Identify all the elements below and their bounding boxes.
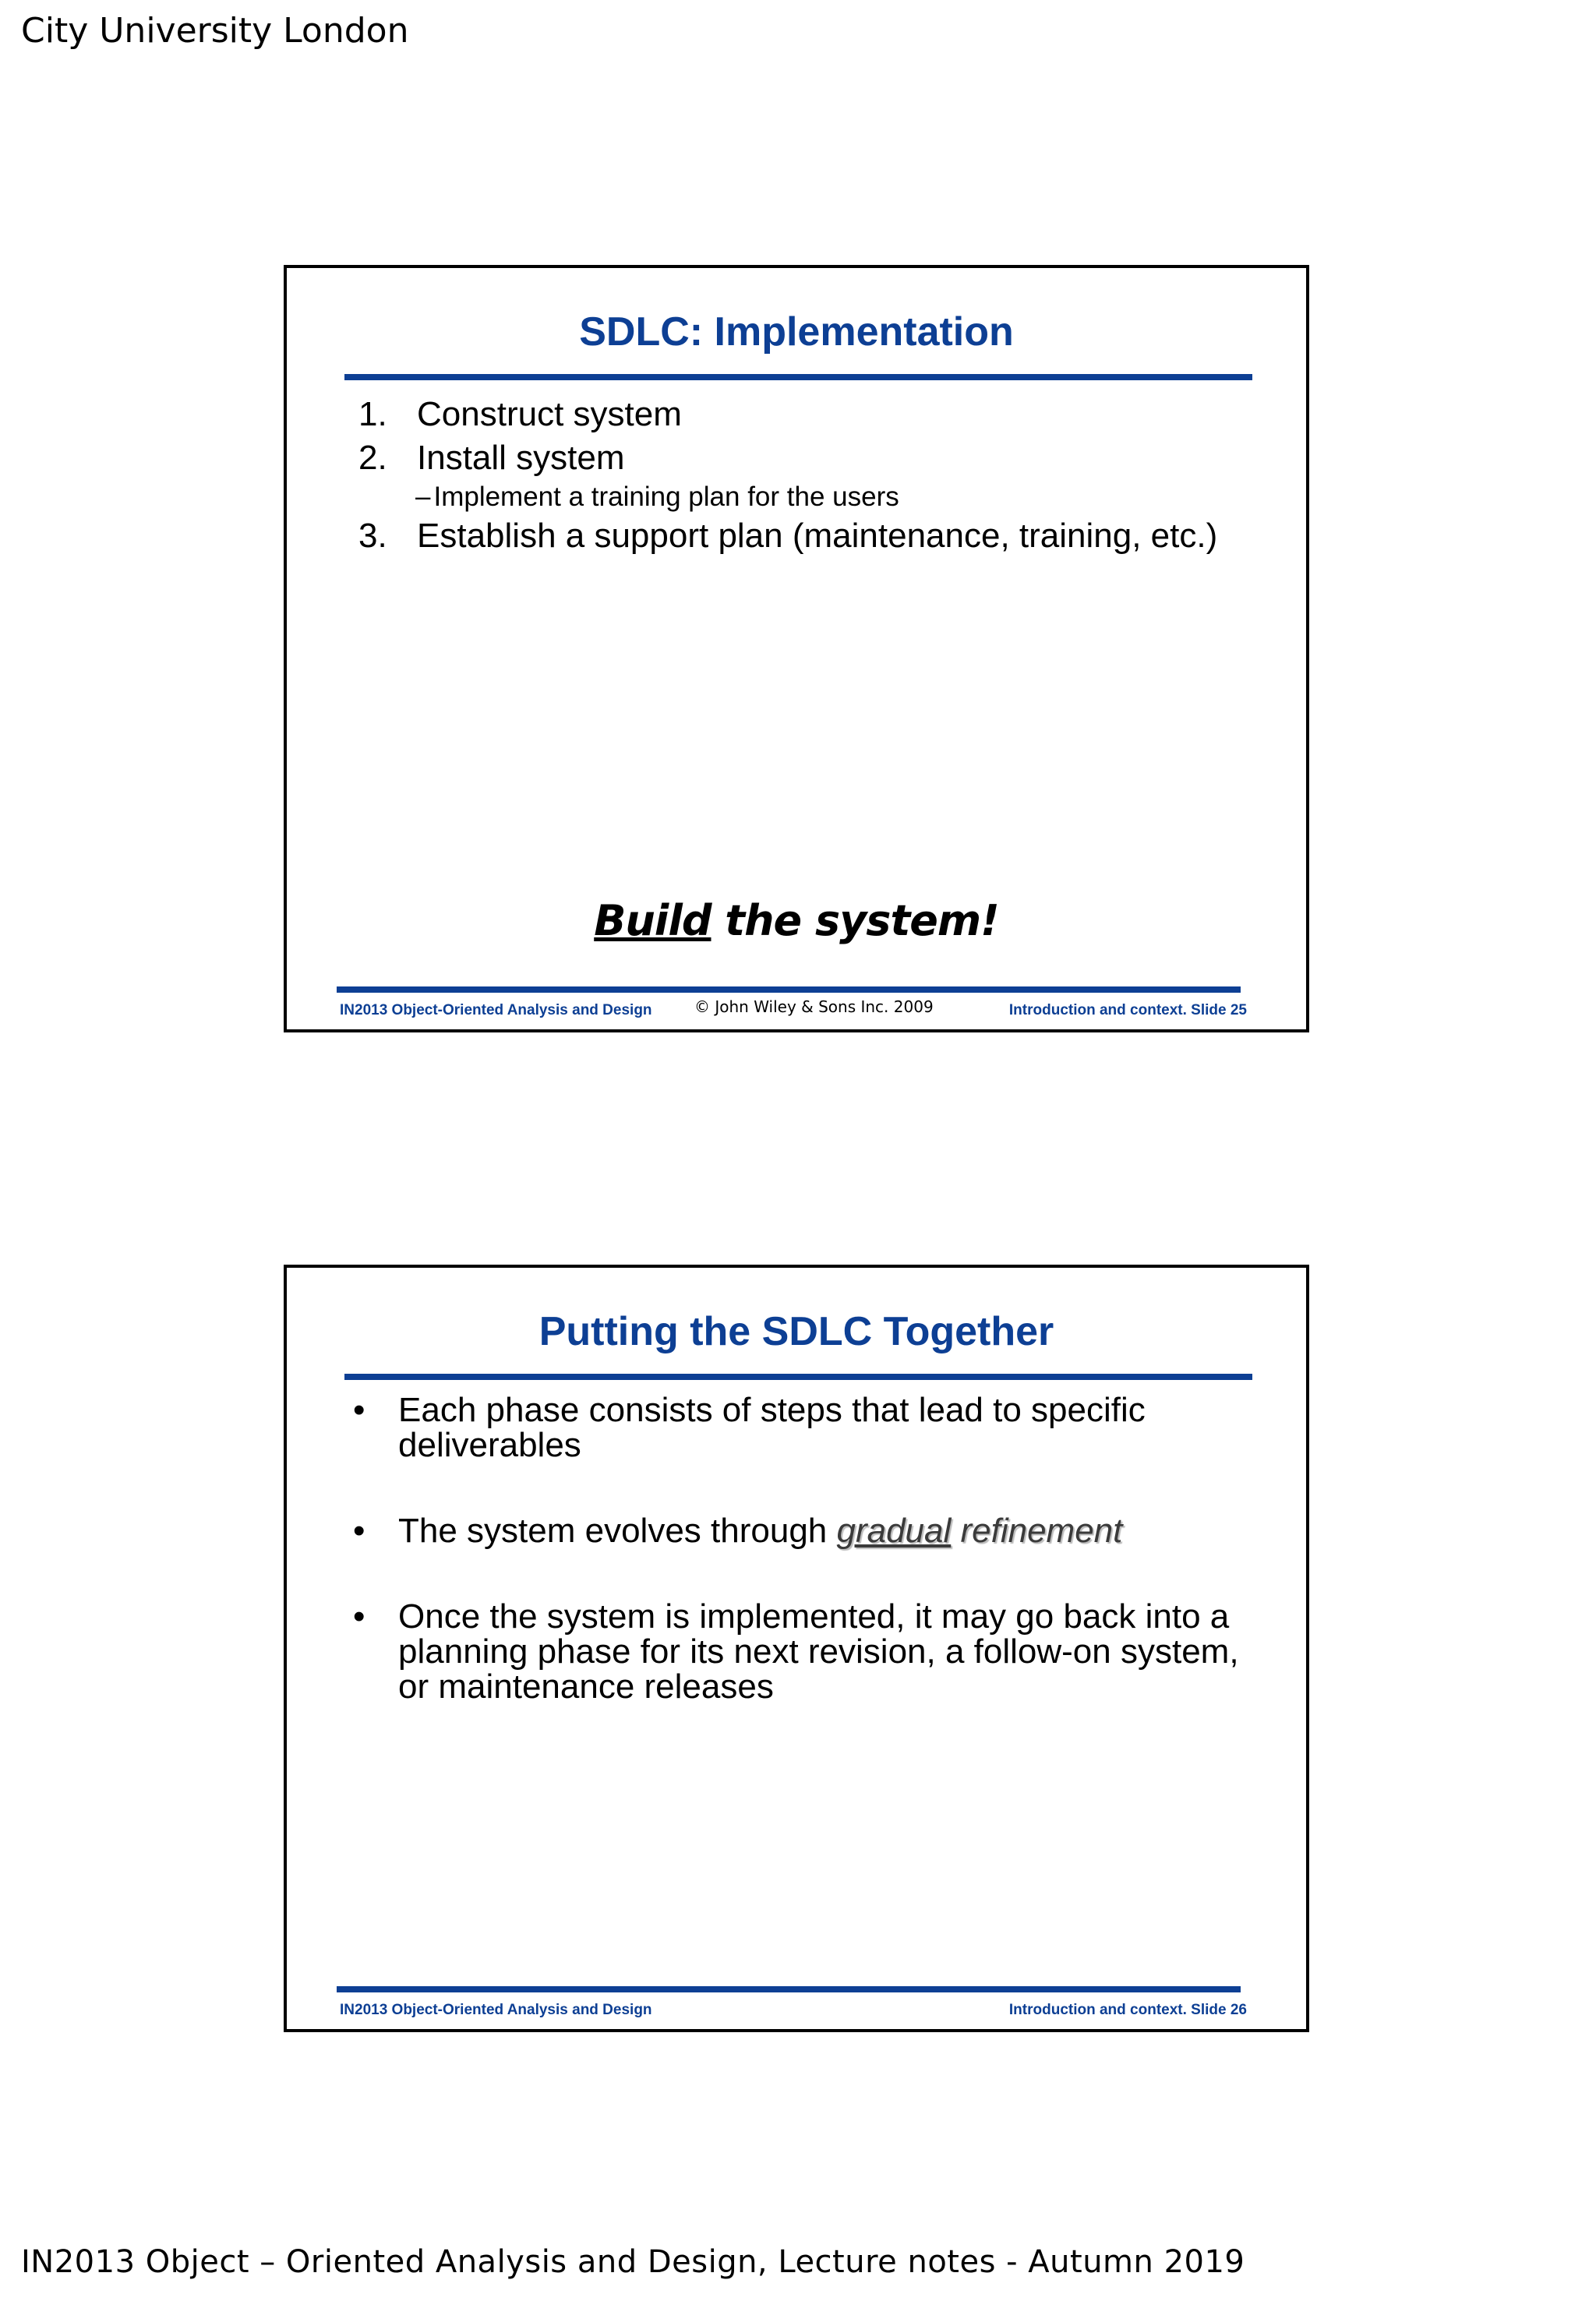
- footer-divider: [337, 986, 1241, 993]
- title-divider: [344, 374, 1252, 380]
- bullet-list: [353, 1392, 1249, 1755]
- item-text: Construct system: [417, 395, 682, 433]
- callout-text: [287, 896, 1306, 945]
- emphasis-underlined: gradual: [836, 1512, 952, 1550]
- list-item: [353, 1599, 1249, 1704]
- slide-footer-course: IN2013 Object-Oriented Analysis and Design: [340, 1002, 652, 1018]
- item-number: 2.: [358, 439, 387, 477]
- list-item: [353, 1513, 1249, 1548]
- bullet-text: The system evolves through: [398, 1512, 837, 1550]
- item-text: Establish a support plan (maintenance, training, etc.): [417, 517, 1218, 555]
- copyright: © John Wiley & Sons Inc. 2009: [694, 997, 934, 1016]
- sub-item-text: Implement a training plan for the users: [433, 482, 899, 512]
- slide-footer-course: IN2013 Object-Oriented Analysis and Design: [340, 2002, 652, 2018]
- emphasis-rest: refinement: [951, 1512, 1123, 1550]
- bullet-text: Each phase consists of steps that lead to specific deliverables: [398, 1391, 1146, 1464]
- emphasis-text: [836, 1512, 1122, 1550]
- bullet-glyph: •: [353, 1597, 365, 1636]
- slide-footer-number: Introduction and context. Slide 25: [1008, 1002, 1247, 1018]
- callout-rest: the system!: [711, 896, 999, 945]
- bullet-glyph: •: [353, 1391, 365, 1429]
- list-item: [358, 393, 1217, 436]
- bullet-glyph: •: [353, 1512, 365, 1550]
- title-divider: [344, 1374, 1252, 1380]
- slide-title: SDLC: Implementation: [579, 309, 1014, 355]
- page-header: City University London: [21, 11, 409, 51]
- sub-item: [415, 480, 1217, 514]
- slide-footer-number: Introduction and context. Slide 26: [1008, 2002, 1247, 2018]
- page-footer: IN2013 Object – Oriented Analysis and Design, Lecture notes - Autumn 2019: [21, 2244, 1245, 2280]
- slide-title: Putting the SDLC Together: [538, 1309, 1054, 1354]
- item-number: 1.: [358, 395, 387, 433]
- item-text: Install system: [417, 439, 625, 477]
- item-number: 3.: [358, 517, 387, 555]
- footer-divider: [337, 1986, 1241, 1992]
- list-item: [358, 436, 1217, 514]
- bullet-text: Once the system is implemented, it may go back into a planning phase for its next revision, a follow-on system, or maintenance releases: [398, 1597, 1239, 1706]
- slide-putting-together: [284, 1265, 1309, 2032]
- list-item: [358, 514, 1217, 558]
- slide-implementation: [284, 265, 1309, 1032]
- list-item: [353, 1392, 1249, 1463]
- numbered-list: [358, 393, 1217, 558]
- dash-glyph: –: [415, 482, 431, 512]
- callout-underlined: Build: [594, 896, 711, 945]
